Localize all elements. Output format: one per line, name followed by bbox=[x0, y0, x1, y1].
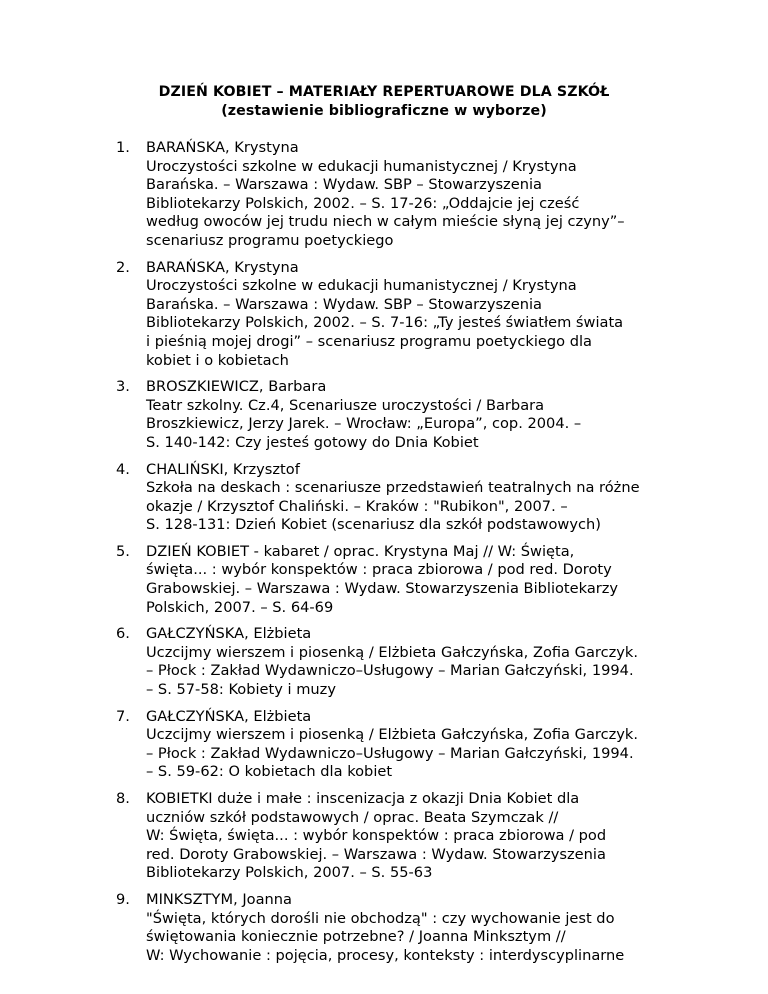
document-title bbox=[0, 83, 768, 121]
entry-text-line: – S. 57-58: Kobiety i muzy bbox=[146, 681, 336, 699]
entry-heading: GAŁCZYŃSKA, Elżbieta bbox=[146, 625, 312, 643]
entry-text-line: S. 140-142: Czy jesteś gotowy do Dnia Kobiet bbox=[146, 433, 479, 451]
entry-text-line: S. 128-131: Dzień Kobiet (scenariusz dla szkół podstawowych) bbox=[146, 516, 601, 534]
bibliography-entry bbox=[116, 461, 696, 535]
entry-text-line: uczniów szkół podstawowych / oprac. Beata Szymczak // bbox=[146, 808, 559, 826]
entry-text-line: Bibliotekarzy Polskich, 2002. – S. 7-16: „Ty jesteś światłem świata bbox=[146, 314, 624, 332]
entry-number: 5. bbox=[116, 542, 130, 560]
entry-number: 8. bbox=[116, 790, 130, 807]
entry-number: 1. bbox=[116, 139, 130, 156]
bibliography-entry bbox=[116, 790, 696, 883]
entry-number: 3. bbox=[116, 378, 130, 396]
title-line-1: DZIEŃ KOBIET – MATERIAŁY REPERTUAROWE DLA SZKÓŁ bbox=[158, 84, 610, 100]
entry-heading: KOBIETKI duże i małe : inscenizacja z okazji Dnia Kobiet dla bbox=[146, 790, 580, 807]
entry-text-line: Teatr szkolny. Cz.4, Scenariusze uroczystości / Barbara bbox=[146, 396, 545, 414]
entry-text-line: red. Doroty Grabowskiej. – Warszawa : Wydaw. Stowarzyszenia bbox=[146, 845, 606, 863]
entry-text-line: W: Święta, święta... : wybór konspektów : praca zbiorowa / pod bbox=[146, 827, 607, 845]
title-line-2: (zestawienie bibliograficzne w wyborze) bbox=[221, 103, 547, 119]
entry-text-line: Uroczystości szkolne w edukacji humanistycznej / Krystyna bbox=[146, 157, 577, 175]
bibliography-entry bbox=[116, 891, 696, 965]
entry-heading: MINKSZTYM, Joanna bbox=[146, 890, 292, 908]
entry-text-line: Barańska. – Warszawa : Wydaw. SBP – Stowarzyszenia bbox=[146, 176, 542, 194]
entry-text-line: Bibliotekarzy Polskich, 2007. – S. 55-63 bbox=[146, 864, 433, 882]
entry-text-line: – Płock : Zakład Wydawniczo–Usługowy – Marian Gałczyński, 1994. bbox=[146, 744, 634, 762]
entry-number: 6. bbox=[116, 625, 130, 643]
entry-heading: BARAŃSKA, Krystyna bbox=[146, 258, 299, 276]
entry-heading: CHALIŃSKI, Krzysztof bbox=[146, 460, 300, 478]
entry-text-line: scenariusz programu poetyckiego bbox=[146, 231, 394, 249]
bibliography-entry bbox=[116, 543, 696, 617]
entry-text-line: Barańska. – Warszawa : Wydaw. SBP – Stowarzyszenia bbox=[146, 295, 542, 313]
entry-text-line: Bibliotekarzy Polskich, 2002. – S. 17-26: „Oddajcie jej cześć bbox=[146, 194, 580, 212]
entry-number: 9. bbox=[116, 890, 130, 908]
entry-text-line: i pieśnią mojej drogi” – scenariusz programu poetyckiego dla bbox=[146, 332, 592, 350]
entry-text-line: kobiet i o kobietach bbox=[146, 351, 289, 369]
entry-text-line: według owoców jej trudu niech w całym mieście słyną jej czyny”– bbox=[146, 213, 625, 231]
bibliography-entry bbox=[116, 625, 696, 699]
entry-text-line: Uczcijmy wierszem i piosenką / Elżbieta Gałczyńska, Zofia Garczyk. bbox=[146, 726, 638, 744]
entry-text-line: Grabowskiej. – Warszawa : Wydaw. Stowarzyszenia Bibliotekarzy bbox=[146, 580, 619, 598]
entry-heading: BARAŃSKA, Krystyna bbox=[146, 139, 299, 156]
entry-text-line: W: Wychowanie : pojęcia, procesy, konteksty : interdyscyplinarne bbox=[146, 946, 625, 964]
entry-text-line: Szkoła na deskach : scenariusze przedstawień teatralnych na różne bbox=[146, 479, 640, 497]
bibliography-entry bbox=[116, 378, 696, 452]
entry-text-line: świętowania koniecznie potrzebne? / Joanna Minksztym // bbox=[146, 928, 566, 946]
entry-text-line: "Święta, których dorośli nie obchodzą" : czy wychowanie jest do bbox=[146, 909, 615, 927]
entry-text-line: Broszkiewicz, Jerzy Jarek. – Wrocław: „Europa”, cop. 2004. – bbox=[146, 415, 582, 433]
entry-text-line: – Płock : Zakład Wydawniczo–Usługowy – Marian Gałczyński, 1994. bbox=[146, 662, 634, 680]
bibliography-list bbox=[116, 139, 696, 973]
entry-heading: BROSZKIEWICZ, Barbara bbox=[146, 378, 327, 396]
bibliography-entry bbox=[116, 139, 696, 251]
entry-heading: GAŁCZYŃSKA, Elżbieta bbox=[146, 707, 312, 725]
entry-text-line: – S. 59-62: O kobietach dla kobiet bbox=[146, 763, 393, 781]
entry-text-line: okazje / Krzysztof Chaliński. – Kraków : "Rubikon", 2007. – bbox=[146, 497, 568, 515]
entry-heading: DZIEŃ KOBIET - kabaret / oprac. Krystyna Maj // W: Święta, bbox=[146, 542, 575, 560]
bibliography-entry bbox=[116, 708, 696, 782]
entry-text-line: święta... : wybór konspektów : praca zbiorowa / pod red. Doroty bbox=[146, 561, 612, 579]
entry-number: 4. bbox=[116, 460, 130, 478]
entry-text-line: Polskich, 2007. – S. 64-69 bbox=[146, 598, 334, 616]
entry-text-line: Uczcijmy wierszem i piosenką / Elżbieta Gałczyńska, Zofia Garczyk. bbox=[146, 643, 638, 661]
bibliography-entry bbox=[116, 259, 696, 371]
entry-text-line: Uroczystości szkolne w edukacji humanistycznej / Krystyna bbox=[146, 277, 577, 295]
entry-number: 7. bbox=[116, 707, 130, 725]
entry-number: 2. bbox=[116, 258, 130, 276]
